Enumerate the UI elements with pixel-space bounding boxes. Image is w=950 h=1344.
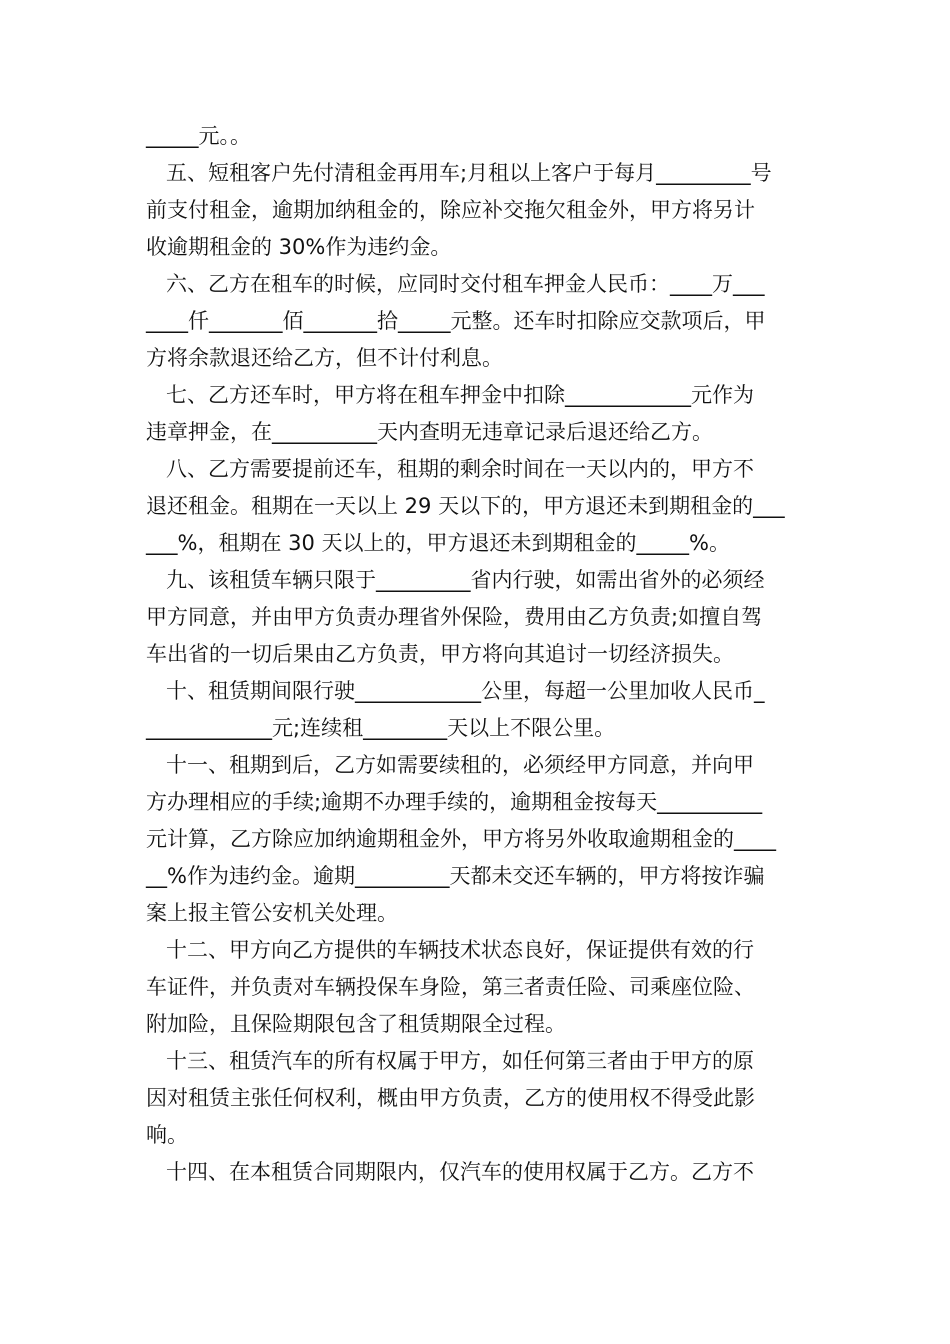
text-line: 收逾期租金的 30%作为违约金。 <box>146 235 452 259</box>
text-line: 十四、在本租赁合同期限内，仅汽车的使用权属于乙方。乙方不 <box>166 1160 754 1184</box>
text-line: 八、乙方需要提前还车，租期的剩余时间在一天以内的，甲方不 <box>166 457 754 481</box>
text-line: 六、乙方在租车的时候，应同时交付租车押金人民币：____万___ <box>166 272 765 296</box>
text-line: 违章押金，在__________天内查明无违章记录后退还给乙方。 <box>146 420 713 444</box>
text-line: 十一、租期到后，乙方如需要续租的，必须经甲方同意，并向甲 <box>166 753 754 777</box>
text-line: 甲方同意，并由甲方负责办理省外保险，费用由乙方负责;如擅自驾 <box>146 605 763 629</box>
text-line: __%作为违约金。逾期_________天都未交还车辆的，甲方将按诈骗 <box>146 864 765 888</box>
text-line: 因对租赁主张任何权利，概由甲方负责，乙方的使用权不得受此影 <box>146 1086 755 1110</box>
text-line: 前支付租金，逾期加纳租金的，除应补交拖欠租金外，甲方将另计 <box>146 198 755 222</box>
text-line: 十、租赁期间限行驶____________公里，每超一公里加收人民币_ <box>166 679 765 703</box>
text-line: ____________元;连续租________天以上不限公里。 <box>146 716 616 740</box>
text-line: 案上报主管公安机关处理。 <box>146 901 398 925</box>
text-line: ____仟_______佰_______拾_____元整。还车时扣除应交款项后，甲 <box>146 309 766 333</box>
text-line: 五、短租客户先付清租金再用车;月租以上客户于每月_________号 <box>166 161 772 185</box>
text-line: 退还租金。租期在一天以上 29 天以下的，甲方退还未到期租金的___ <box>146 494 785 518</box>
text-line: 七、乙方还车时，甲方将在租车押金中扣除____________元作为 <box>166 383 754 407</box>
text-line: 车证件，并负责对车辆投保车身险，第三者责任险、司乘座位险、 <box>146 975 755 999</box>
text-line: 附加险，且保险期限包含了租赁期限全过程。 <box>146 1012 566 1036</box>
text-line: 车出省的一切后果由乙方负责，甲方将向其追讨一切经济损失。 <box>146 642 734 666</box>
text-line: 十二、甲方向乙方提供的车辆技术状态良好，保证提供有效的行 <box>166 938 754 962</box>
text-line: 十三、租赁汽车的所有权属于甲方，如任何第三者由于甲方的原 <box>166 1049 754 1073</box>
text-line: 方办理相应的手续;逾期不办理手续的，逾期租金按每天__________ <box>146 790 763 814</box>
text-line: 响。 <box>146 1123 188 1147</box>
text-line: 元计算，乙方除应加纳逾期租金外，甲方将另外收取逾期租金的____ <box>146 827 776 851</box>
text-line: 方将余款退还给乙方，但不计付利息。 <box>146 346 503 370</box>
text-line: 九、该租赁车辆只限于_________省内行驶，如需出省外的必须经 <box>166 568 765 592</box>
text-line: ___%，租期在 30 天以上的，甲方退还未到期租金的_____%。 <box>146 531 730 555</box>
text-line: _____元。。 <box>146 124 251 148</box>
